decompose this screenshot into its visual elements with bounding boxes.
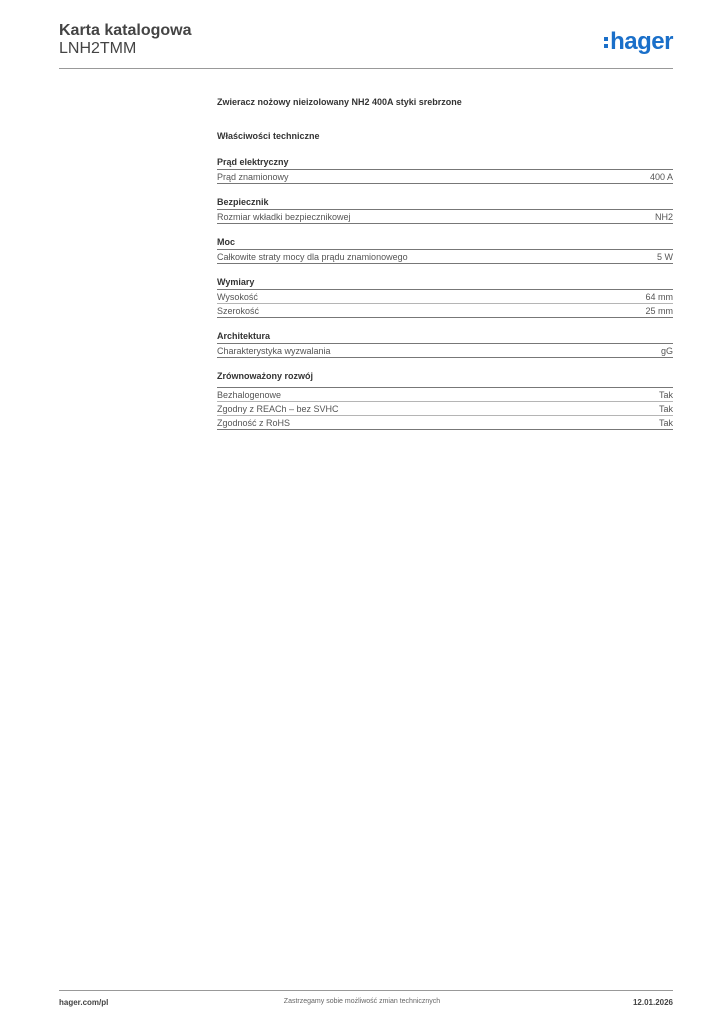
spec-label: Zgodny z REACh – bez SVHC bbox=[217, 404, 339, 414]
spec-group-title: Moc bbox=[217, 236, 673, 250]
product-title: Zwieracz nożowy nieizolowany NH2 400A styki srebrzone bbox=[217, 97, 462, 107]
page-header bbox=[59, 21, 673, 69]
spec-value: Tak bbox=[658, 418, 673, 428]
spec-row bbox=[217, 416, 673, 430]
spec-label: Prąd znamionowy bbox=[217, 172, 289, 182]
spec-group-sustainability bbox=[217, 370, 673, 430]
spec-row bbox=[217, 250, 673, 264]
spec-group-current bbox=[217, 156, 673, 184]
header-divider bbox=[59, 68, 673, 69]
spec-value: 25 mm bbox=[645, 306, 673, 316]
footer-disclaimer: Zastrzegamy sobie możliwość zmian technicznych bbox=[283, 998, 441, 1005]
section-title: Właściwości techniczne bbox=[217, 131, 320, 141]
spec-row bbox=[217, 290, 673, 304]
spec-group-title: Architektura bbox=[217, 330, 673, 344]
spec-row bbox=[217, 210, 673, 224]
spec-label: Zgodność z RoHS bbox=[217, 418, 291, 428]
datasheet-content bbox=[217, 96, 673, 430]
spec-label: Bezhalogenowe bbox=[217, 390, 282, 400]
spec-value: NH2 bbox=[654, 212, 673, 222]
spec-row bbox=[217, 388, 673, 402]
spec-value: 64 mm bbox=[645, 292, 673, 302]
spec-row bbox=[217, 344, 673, 358]
spec-group-power bbox=[217, 236, 673, 264]
spec-row bbox=[217, 402, 673, 416]
spec-row bbox=[217, 170, 673, 184]
spec-group-architecture bbox=[217, 330, 673, 358]
spec-label: Wysokość bbox=[217, 292, 258, 302]
logo-dots-icon bbox=[604, 37, 608, 51]
footer-date: 12.01.2026 bbox=[632, 998, 673, 1007]
spec-label: Szerokość bbox=[217, 306, 260, 316]
product-code: LNH2TMM bbox=[59, 40, 137, 57]
spec-group-title: Bezpiecznik bbox=[217, 196, 673, 210]
spec-group-title: Wymiary bbox=[217, 276, 673, 290]
spec-value: 400 A bbox=[649, 172, 673, 182]
hager-logo bbox=[604, 28, 673, 56]
spec-group-title: Zrównoważony rozwój bbox=[217, 371, 313, 381]
footer-website: hager.com/pl bbox=[59, 998, 109, 1007]
spec-value: gG bbox=[660, 346, 673, 356]
spec-value: Tak bbox=[658, 390, 673, 400]
spec-group-title: Prąd elektryczny bbox=[217, 156, 673, 170]
spec-group-dimensions bbox=[217, 276, 673, 318]
footer-divider bbox=[59, 990, 673, 991]
logo-text: hager bbox=[610, 28, 673, 55]
spec-value: 5 W bbox=[656, 252, 673, 262]
spec-value: Tak bbox=[658, 404, 673, 414]
document-type: Karta katalogowa bbox=[59, 22, 192, 39]
spec-label: Charakterystyka wyzwalania bbox=[217, 346, 331, 356]
spec-rows bbox=[217, 387, 673, 430]
spec-row bbox=[217, 304, 673, 318]
spec-label: Rozmiar wkładki bezpiecznikowej bbox=[217, 212, 351, 222]
spec-label: Całkowite straty mocy dla prądu znamionowego bbox=[217, 252, 408, 262]
spec-group-fuse bbox=[217, 196, 673, 224]
